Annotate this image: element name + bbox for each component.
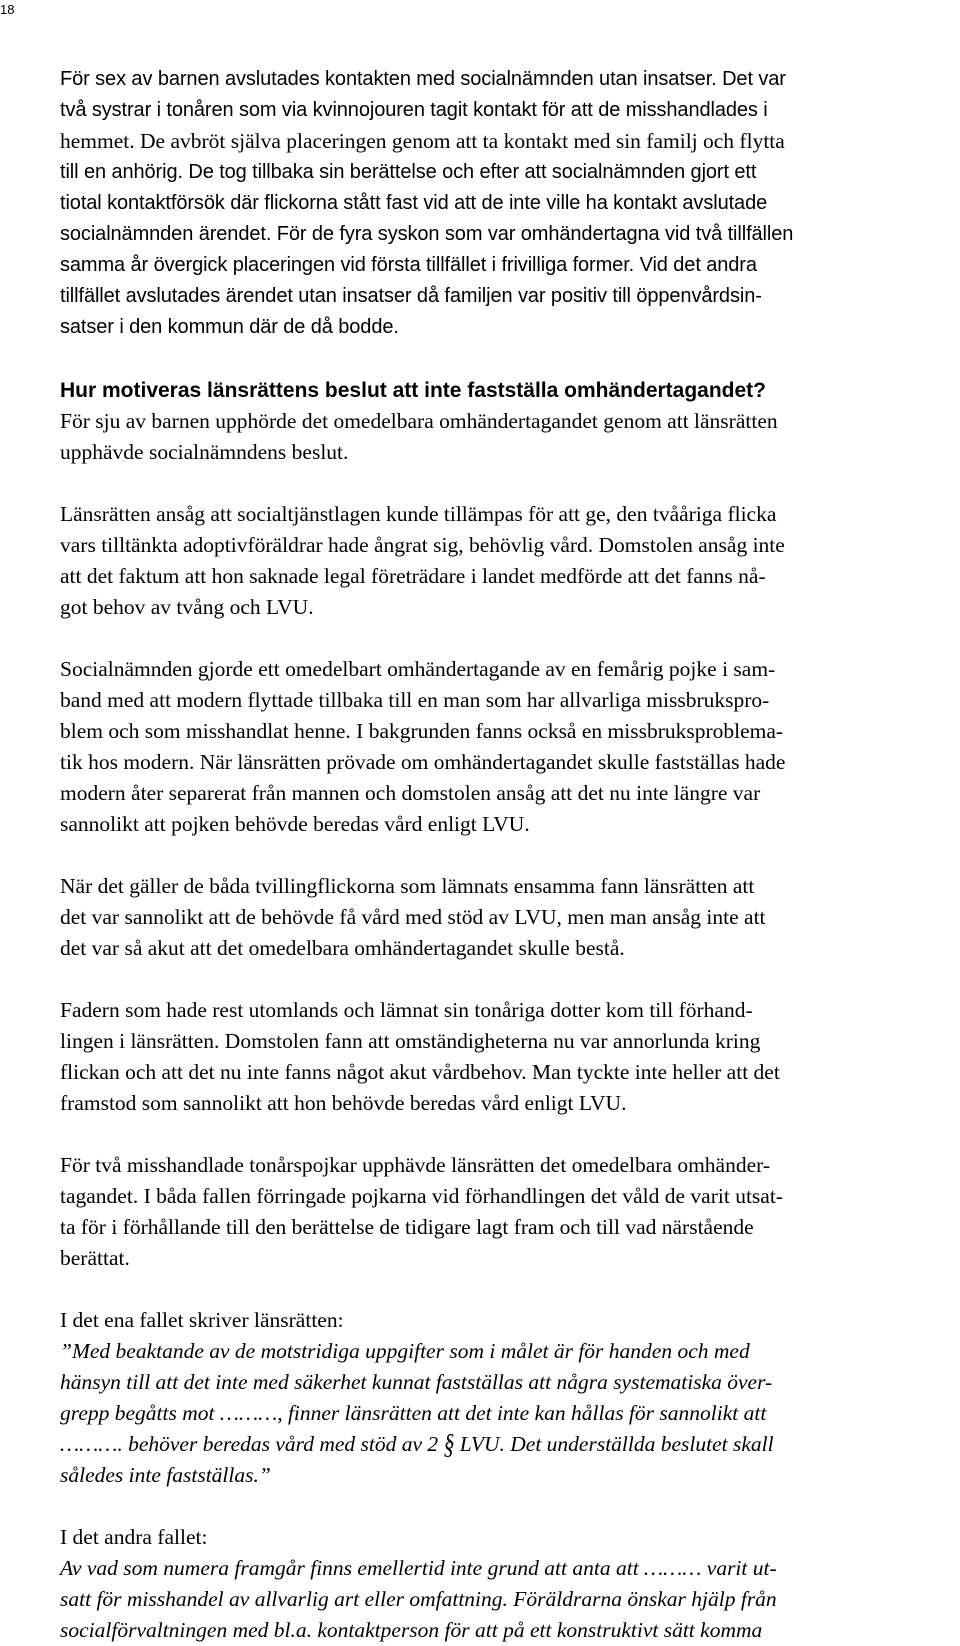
text-line: Länsrätten ansåg att socialtjänstlagen kunde tillämpas för att ge, den tvååriga flicka	[60, 502, 777, 526]
quote-line: Av vad som numera framgår finns emellertid inte grund att anta att ……… varit ut-	[60, 1556, 777, 1580]
text-line: modern åter separerat från mannen och domstolen ansåg att det nu inte längre var	[60, 781, 761, 805]
text-line: När det gäller de båda tvillingflickorna som lämnats ensamma fann länsrätten att	[60, 874, 755, 898]
quote-fragment: ………. behöver beredas vård med stöd av 2	[60, 1432, 444, 1456]
text-line: ta för i förhållande till den berättelse de tidigare lagt fram och till vad närstående	[60, 1215, 754, 1239]
paragraph-tvaariga-flicka	[60, 499, 940, 623]
paragraph-tvillingflickorna	[60, 871, 940, 964]
text-line: tik hos modern. När länsrätten prövade om omhändertagandet skulle fastställas hade	[60, 750, 786, 774]
text-line: Socialnämnden gjorde ett omedelbart omhändertagande av en femårig pojke i sam-	[60, 657, 776, 681]
paragraph-fadern	[60, 995, 940, 1119]
paragraph-sex-barnen	[60, 64, 940, 343]
text-line: flickan och att det nu inte fanns något akut vårdbehov. Man tyckte inte heller att det	[60, 1060, 780, 1084]
document-body	[60, 64, 940, 1646]
quote-line	[60, 1429, 940, 1460]
text-line: socialnämnden ärendet. För de fyra syskon som var omhändertagna vid två tillfällen	[60, 223, 794, 245]
section-heading: Hur motiveras länsrättens beslut att inte fastställa omhändertagandet?	[60, 379, 767, 402]
text-line: upphävde socialnämndens beslut.	[60, 440, 349, 464]
text-line: två systrar i tonåren som via kvinnojouren tagit kontakt för att de misshandlades i	[60, 99, 768, 121]
text-line: att det faktum att hon saknade legal företrädare i landet medförde att det fanns nå-	[60, 564, 766, 588]
quote-fragment: LVU. Det underställda beslutet skall	[454, 1432, 774, 1456]
quote-line: satt för misshandel av allvarlig art eller omfattning. Föräldrarna önskar hjälp från	[60, 1587, 777, 1611]
text-line: blem och som misshandlat henne. I bakgrunden fanns också en missbruksproblema-	[60, 719, 784, 743]
quote-intro-first	[60, 1305, 940, 1336]
text-line: tillfället avslutades ärendet utan insatser då familjen var positiv till öppenvårdsin-	[60, 285, 762, 307]
text-line: got behov av tvång och LVU.	[60, 595, 314, 619]
text-line: För två misshandlade tonårspojkar upphävde länsrätten det omedelbara omhänder-	[60, 1153, 771, 1177]
text-line: berättat.	[60, 1246, 130, 1270]
text-line: framstod som sannolikt att hon behövde beredas vård enligt LVU.	[60, 1091, 627, 1115]
text-line: till en anhörig. De tog tillbaka sin berättelse och efter att socialnämnden gjort ett	[60, 161, 757, 183]
text-line: det var sannolikt att de behövde få vård med stöd av LVU, men man ansåg inte att	[60, 905, 766, 929]
paragraph-femarig-pojke	[60, 654, 940, 840]
text-line: hemmet. De avbröt själva placeringen genom att ta kontakt med sin familj och flytta	[60, 129, 785, 153]
text-line: band med att modern flyttade tillbaka till en man som har allvarliga missbrukspro-	[60, 688, 770, 712]
text-line: För sju av barnen upphörde det omedelbara omhändertagandet genom att länsrätten	[60, 409, 778, 433]
quote-line: ”Med beaktande av de motstridiga uppgifter som i målet är för handen och med	[60, 1339, 750, 1363]
text-line: tiotal kontaktförsök där flickorna stått fast vid att de inte ville ha kontakt avslutade	[60, 192, 768, 214]
quote-line: grepp begåtts mot ………, finner länsrätten att det inte kan hållas för sannolikt att	[60, 1401, 767, 1425]
court-quote-second	[60, 1553, 940, 1646]
text-line: samma år övergick placeringen vid första tillfället i frivilliga former. Vid det andra	[60, 254, 757, 276]
court-quote-first	[60, 1336, 940, 1491]
text-line: lingen i länsrätten. Domstolen fann att omständigheterna nu var annorlunda kring	[60, 1029, 761, 1053]
paragraph-sju-barnen	[60, 406, 940, 468]
quote-line: hänsyn till att det inte med säkerhet kunnat fastställas att några systematiska över-	[60, 1370, 773, 1394]
text-line: det var så akut att det omedelbara omhändertagandet skulle bestå.	[60, 936, 625, 960]
quote-intro-second	[60, 1522, 940, 1553]
paragraph-section-symbol: §	[443, 1427, 455, 1461]
paragraph-tonarspojkar	[60, 1150, 940, 1274]
text-line: För sex av barnen avslutades kontakten med socialnämnden utan insatser. Det var	[60, 68, 786, 90]
page-number: 18	[0, 2, 15, 17]
text-line: I det andra fallet:	[60, 1525, 208, 1549]
text-line: I det ena fallet skriver länsrätten:	[60, 1308, 344, 1332]
text-line: tagandet. I båda fallen förringade pojkarna vid förhandlingen det våld de varit utsat-	[60, 1184, 783, 1208]
quote-line: således inte fastställas.”	[60, 1463, 271, 1487]
text-line: Fadern som hade rest utomlands och lämnat sin tonåriga dotter kom till förhand-	[60, 998, 753, 1022]
text-line: sannolikt att pojken behövde beredas vård enligt LVU.	[60, 812, 530, 836]
text-line: satser i den kommun där de då bodde.	[60, 316, 399, 338]
text-line: vars tilltänkta adoptivföräldrar hade ångrat sig, behövlig vård. Domstolen ansåg inte	[60, 533, 785, 557]
quote-line: socialförvaltningen med bl.a. kontaktperson för att på ett konstruktivt sätt komma	[60, 1618, 763, 1642]
